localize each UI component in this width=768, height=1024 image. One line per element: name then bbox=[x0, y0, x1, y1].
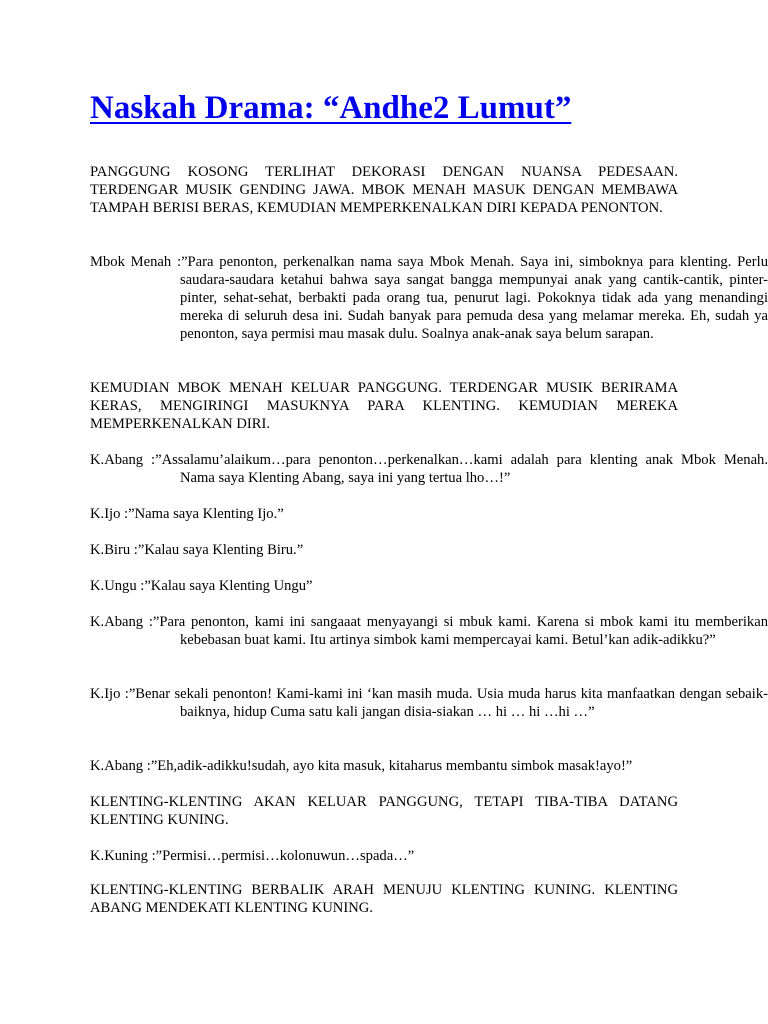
dialog-mbok-menah bbox=[90, 253, 768, 343]
dialog-line: ”Nama saya Klenting Ijo.” bbox=[128, 506, 284, 522]
stage-direction-1: PANGGUNG KOSONG TERLIHAT DEKORASI DENGAN NUANSA PEDESAAN. TERDENGAR MUSIK GENDING JAWA. MBOK MENAH MASUK DENGAN MEMBAWA TAMPAH BERISI BERAS, KEMUDIAN MEMPERKENALKAN DIRI KEPADA PENONTON. bbox=[90, 164, 678, 216]
speaker-label: K.Ijo : bbox=[90, 686, 129, 702]
dialog-k-ijo-1 bbox=[90, 505, 768, 523]
stage-direction-4: KLENTING-KLENTING BERBALIK ARAH MENUJU KLENTING KUNING. KLENTING ABANG MENDEKATI KLENTING KUNING. bbox=[90, 882, 678, 916]
dialog-k-abang-2 bbox=[90, 613, 768, 649]
dialog-k-ungu bbox=[90, 577, 768, 595]
dialog-line: ”Benar sekali penonton! Kami-kami ini ‘kan masih muda. Usia muda harus kita manfaatkan dengan sebaik-baiknya, hidup Cuma satu kali jangan disia-siakan … hi … hi …hi …” bbox=[128, 686, 768, 720]
dialog-k-abang-3 bbox=[90, 757, 768, 775]
speaker-label: K.Abang : bbox=[90, 614, 153, 630]
dialog-k-kuning bbox=[90, 847, 768, 865]
dialog-line: ”Permisi…permisi…kolonuwun…spada…” bbox=[155, 848, 415, 864]
dialog-line: ”Kalau saya Klenting Ungu” bbox=[144, 578, 313, 594]
speaker-label: Mbok Menah : bbox=[90, 254, 182, 270]
dialog-line: ”Para penonton, kami ini sangaaat menyayangi si mbuk kami. Karena si mbok kami itu memberikan kebebasan buat kami. Itu artinya simbok kami mempercayai kami. Betul’kan adik-adikku?” bbox=[152, 614, 768, 648]
dialog-line: ”Para penonton, perkenalkan nama saya Mbok Menah. Saya ini, simboknya para klenting. Perlu saudara-saudara ketahui bahwa saya sangat bangga mempunyai anak yang cantik-cantik, pinter-pinter, sehat-sehat, berbakti pada orang tua, penurut lagi. Pokoknya tidak ada yang menandingi mereka di seluruh desa ini. Sudah banyak para pemuda desa yang melamar mereka. Eh, sudah ya penonton, saya permisi mau masak dulu. Soalnya anak-anak saya belum sarapan. bbox=[180, 254, 768, 342]
document-title-link[interactable]: Naskah Drama: “Andhe2 Lumut” bbox=[90, 90, 572, 126]
speaker-label: K.Ungu : bbox=[90, 578, 145, 594]
speaker-label: K.Abang : bbox=[90, 452, 156, 468]
dialog-line: ”Kalau saya Klenting Biru.” bbox=[137, 542, 304, 558]
speaker-label: K.Biru : bbox=[90, 542, 138, 558]
dialog-line: ”Eh,adik-adikku!sudah, ayo kita masuk, kitaharus membantu simbok masak!ayo!” bbox=[150, 758, 633, 774]
speaker-label: K.Abang : bbox=[90, 758, 151, 774]
speaker-label: K.Kuning : bbox=[90, 848, 156, 864]
dialog-k-ijo-2 bbox=[90, 685, 768, 721]
stage-direction-2: KEMUDIAN MBOK MENAH KELUAR PANGGUNG. TERDENGAR MUSIK BERIRAMA KERAS, MENGIRINGI MASUKNYA PARA KLENTING. KEMUDIAN MEREKA MEMPERKENALKAN DIRI. bbox=[90, 380, 678, 432]
stage-direction-3: KLENTING-KLENTING AKAN KELUAR PANGGUNG, TETAPI TIBA-TIBA DATANG KLENTING KUNING. bbox=[90, 794, 678, 828]
dialog-k-biru bbox=[90, 541, 768, 559]
dialog-k-abang-1 bbox=[90, 451, 768, 487]
dialog-line: ”Assalamu’alaikum…para penonton…perkenalkan…kami adalah para klenting anak Mbok Menah. Nama saya Klenting Abang, saya ini yang tertua lho…!” bbox=[155, 452, 768, 486]
speaker-label: K.Ijo : bbox=[90, 506, 129, 522]
